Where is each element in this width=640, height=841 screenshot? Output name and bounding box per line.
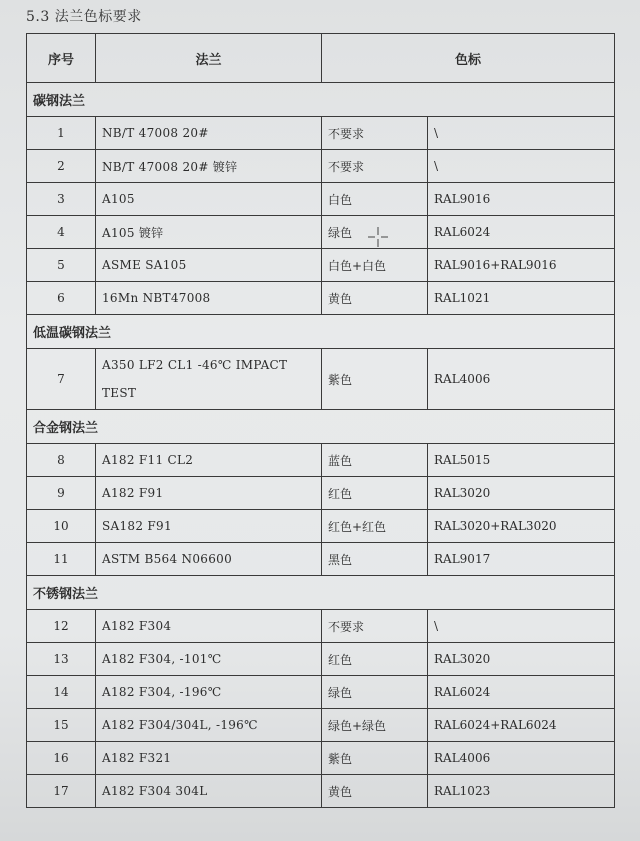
section-row xyxy=(27,410,615,444)
color-name: 不要求 xyxy=(322,117,428,150)
flange-standard: A182 F304, -101℃ xyxy=(96,643,322,676)
flange-standard: 16Mn NBT47008 xyxy=(96,282,322,315)
table-row xyxy=(27,775,615,808)
row-number: 7 xyxy=(27,349,96,410)
table-row xyxy=(27,676,615,709)
header-flange: 法兰 xyxy=(96,34,322,83)
table-row xyxy=(27,610,615,643)
section-title: 不锈钢法兰 xyxy=(27,576,615,610)
row-number: 4 xyxy=(27,216,96,249)
row-number: 6 xyxy=(27,282,96,315)
ral-code: RAL6024 xyxy=(428,216,615,249)
flange-standard: NB/T 47008 20# 镀锌 xyxy=(96,150,322,183)
color-name: 黄色 xyxy=(322,775,428,808)
flange-standard: A105 镀锌 xyxy=(96,216,322,249)
ral-code: RAL9016+RAL9016 xyxy=(428,249,615,282)
ral-code: RAL9017 xyxy=(428,543,615,576)
ral-code: RAL3020 xyxy=(428,643,615,676)
row-number: 3 xyxy=(27,183,96,216)
table-row xyxy=(27,444,615,477)
flange-standard: A182 F304 xyxy=(96,610,322,643)
section-title: 碳钢法兰 xyxy=(27,83,615,117)
ral-code: \ xyxy=(428,150,615,183)
table-row xyxy=(27,742,615,775)
color-name: 绿色 xyxy=(322,216,428,249)
table-row xyxy=(27,543,615,576)
section-row xyxy=(27,576,615,610)
text-cursor-icon xyxy=(367,226,389,248)
color-name: 蓝色 xyxy=(322,444,428,477)
table-row xyxy=(27,183,615,216)
flange-standard: NB/T 47008 20# xyxy=(96,117,322,150)
section-row xyxy=(27,83,615,117)
table-header-row xyxy=(27,34,615,83)
color-name: 不要求 xyxy=(322,610,428,643)
ral-code: RAL1023 xyxy=(428,775,615,808)
row-number: 12 xyxy=(27,610,96,643)
ral-code: RAL6024 xyxy=(428,676,615,709)
color-name: 红色 xyxy=(322,643,428,676)
flange-standard: SA182 F91 xyxy=(96,510,322,543)
row-number: 2 xyxy=(27,150,96,183)
color-name: 紫色 xyxy=(322,349,428,410)
row-number: 1 xyxy=(27,117,96,150)
header-no: 序号 xyxy=(27,34,96,83)
color-name: 红色+红色 xyxy=(322,510,428,543)
table-body xyxy=(27,83,615,808)
table-row xyxy=(27,249,615,282)
table-row xyxy=(27,510,615,543)
row-number: 17 xyxy=(27,775,96,808)
color-name: 白色 xyxy=(322,183,428,216)
flange-standard: A182 F11 CL2 xyxy=(96,444,322,477)
ral-code: RAL1021 xyxy=(428,282,615,315)
row-number: 15 xyxy=(27,709,96,742)
row-number: 10 xyxy=(27,510,96,543)
color-name: 不要求 xyxy=(322,150,428,183)
row-number: 9 xyxy=(27,477,96,510)
color-name: 紫色 xyxy=(322,742,428,775)
section-heading: 5.3 法兰色标要求 xyxy=(26,9,142,25)
table-row xyxy=(27,709,615,742)
flange-standard: A105 xyxy=(96,183,322,216)
flange-standard: A182 F304 304L xyxy=(96,775,322,808)
flange-standard: A350 LF2 CL1 -46℃ IMPACT TEST xyxy=(96,349,322,410)
color-name: 黑色 xyxy=(322,543,428,576)
flange-standard: A182 F304, -196℃ xyxy=(96,676,322,709)
table-row xyxy=(27,643,615,676)
flange-standard: A182 F304/304L, -196℃ xyxy=(96,709,322,742)
flange-standard: ASME SA105 xyxy=(96,249,322,282)
row-number: 11 xyxy=(27,543,96,576)
ral-code: RAL9016 xyxy=(428,183,615,216)
color-name: 绿色 xyxy=(322,676,428,709)
row-number: 13 xyxy=(27,643,96,676)
color-code-table xyxy=(26,33,615,808)
ral-code: RAL5015 xyxy=(428,444,615,477)
row-number: 8 xyxy=(27,444,96,477)
section-title: 低温碳钢法兰 xyxy=(27,315,615,349)
table-row xyxy=(27,282,615,315)
ral-code: RAL4006 xyxy=(428,742,615,775)
flange-standard: A182 F321 xyxy=(96,742,322,775)
section-row xyxy=(27,315,615,349)
ral-code: RAL3020 xyxy=(428,477,615,510)
table-row xyxy=(27,477,615,510)
table-row xyxy=(27,117,615,150)
color-name: 白色+白色 xyxy=(322,249,428,282)
color-name: 红色 xyxy=(322,477,428,510)
ral-code: RAL6024+RAL6024 xyxy=(428,709,615,742)
header-color: 色标 xyxy=(322,34,615,83)
table-row xyxy=(27,349,615,410)
flange-standard: ASTM B564 N06600 xyxy=(96,543,322,576)
color-name: 黄色 xyxy=(322,282,428,315)
row-number: 16 xyxy=(27,742,96,775)
row-number: 5 xyxy=(27,249,96,282)
ral-code: RAL4006 xyxy=(428,349,615,410)
flange-standard: A182 F91 xyxy=(96,477,322,510)
ral-code: \ xyxy=(428,610,615,643)
table-row xyxy=(27,216,615,249)
table-row xyxy=(27,150,615,183)
section-title: 合金钢法兰 xyxy=(27,410,615,444)
ral-code: \ xyxy=(428,117,615,150)
ral-code: RAL3020+RAL3020 xyxy=(428,510,615,543)
color-name: 绿色+绿色 xyxy=(322,709,428,742)
row-number: 14 xyxy=(27,676,96,709)
